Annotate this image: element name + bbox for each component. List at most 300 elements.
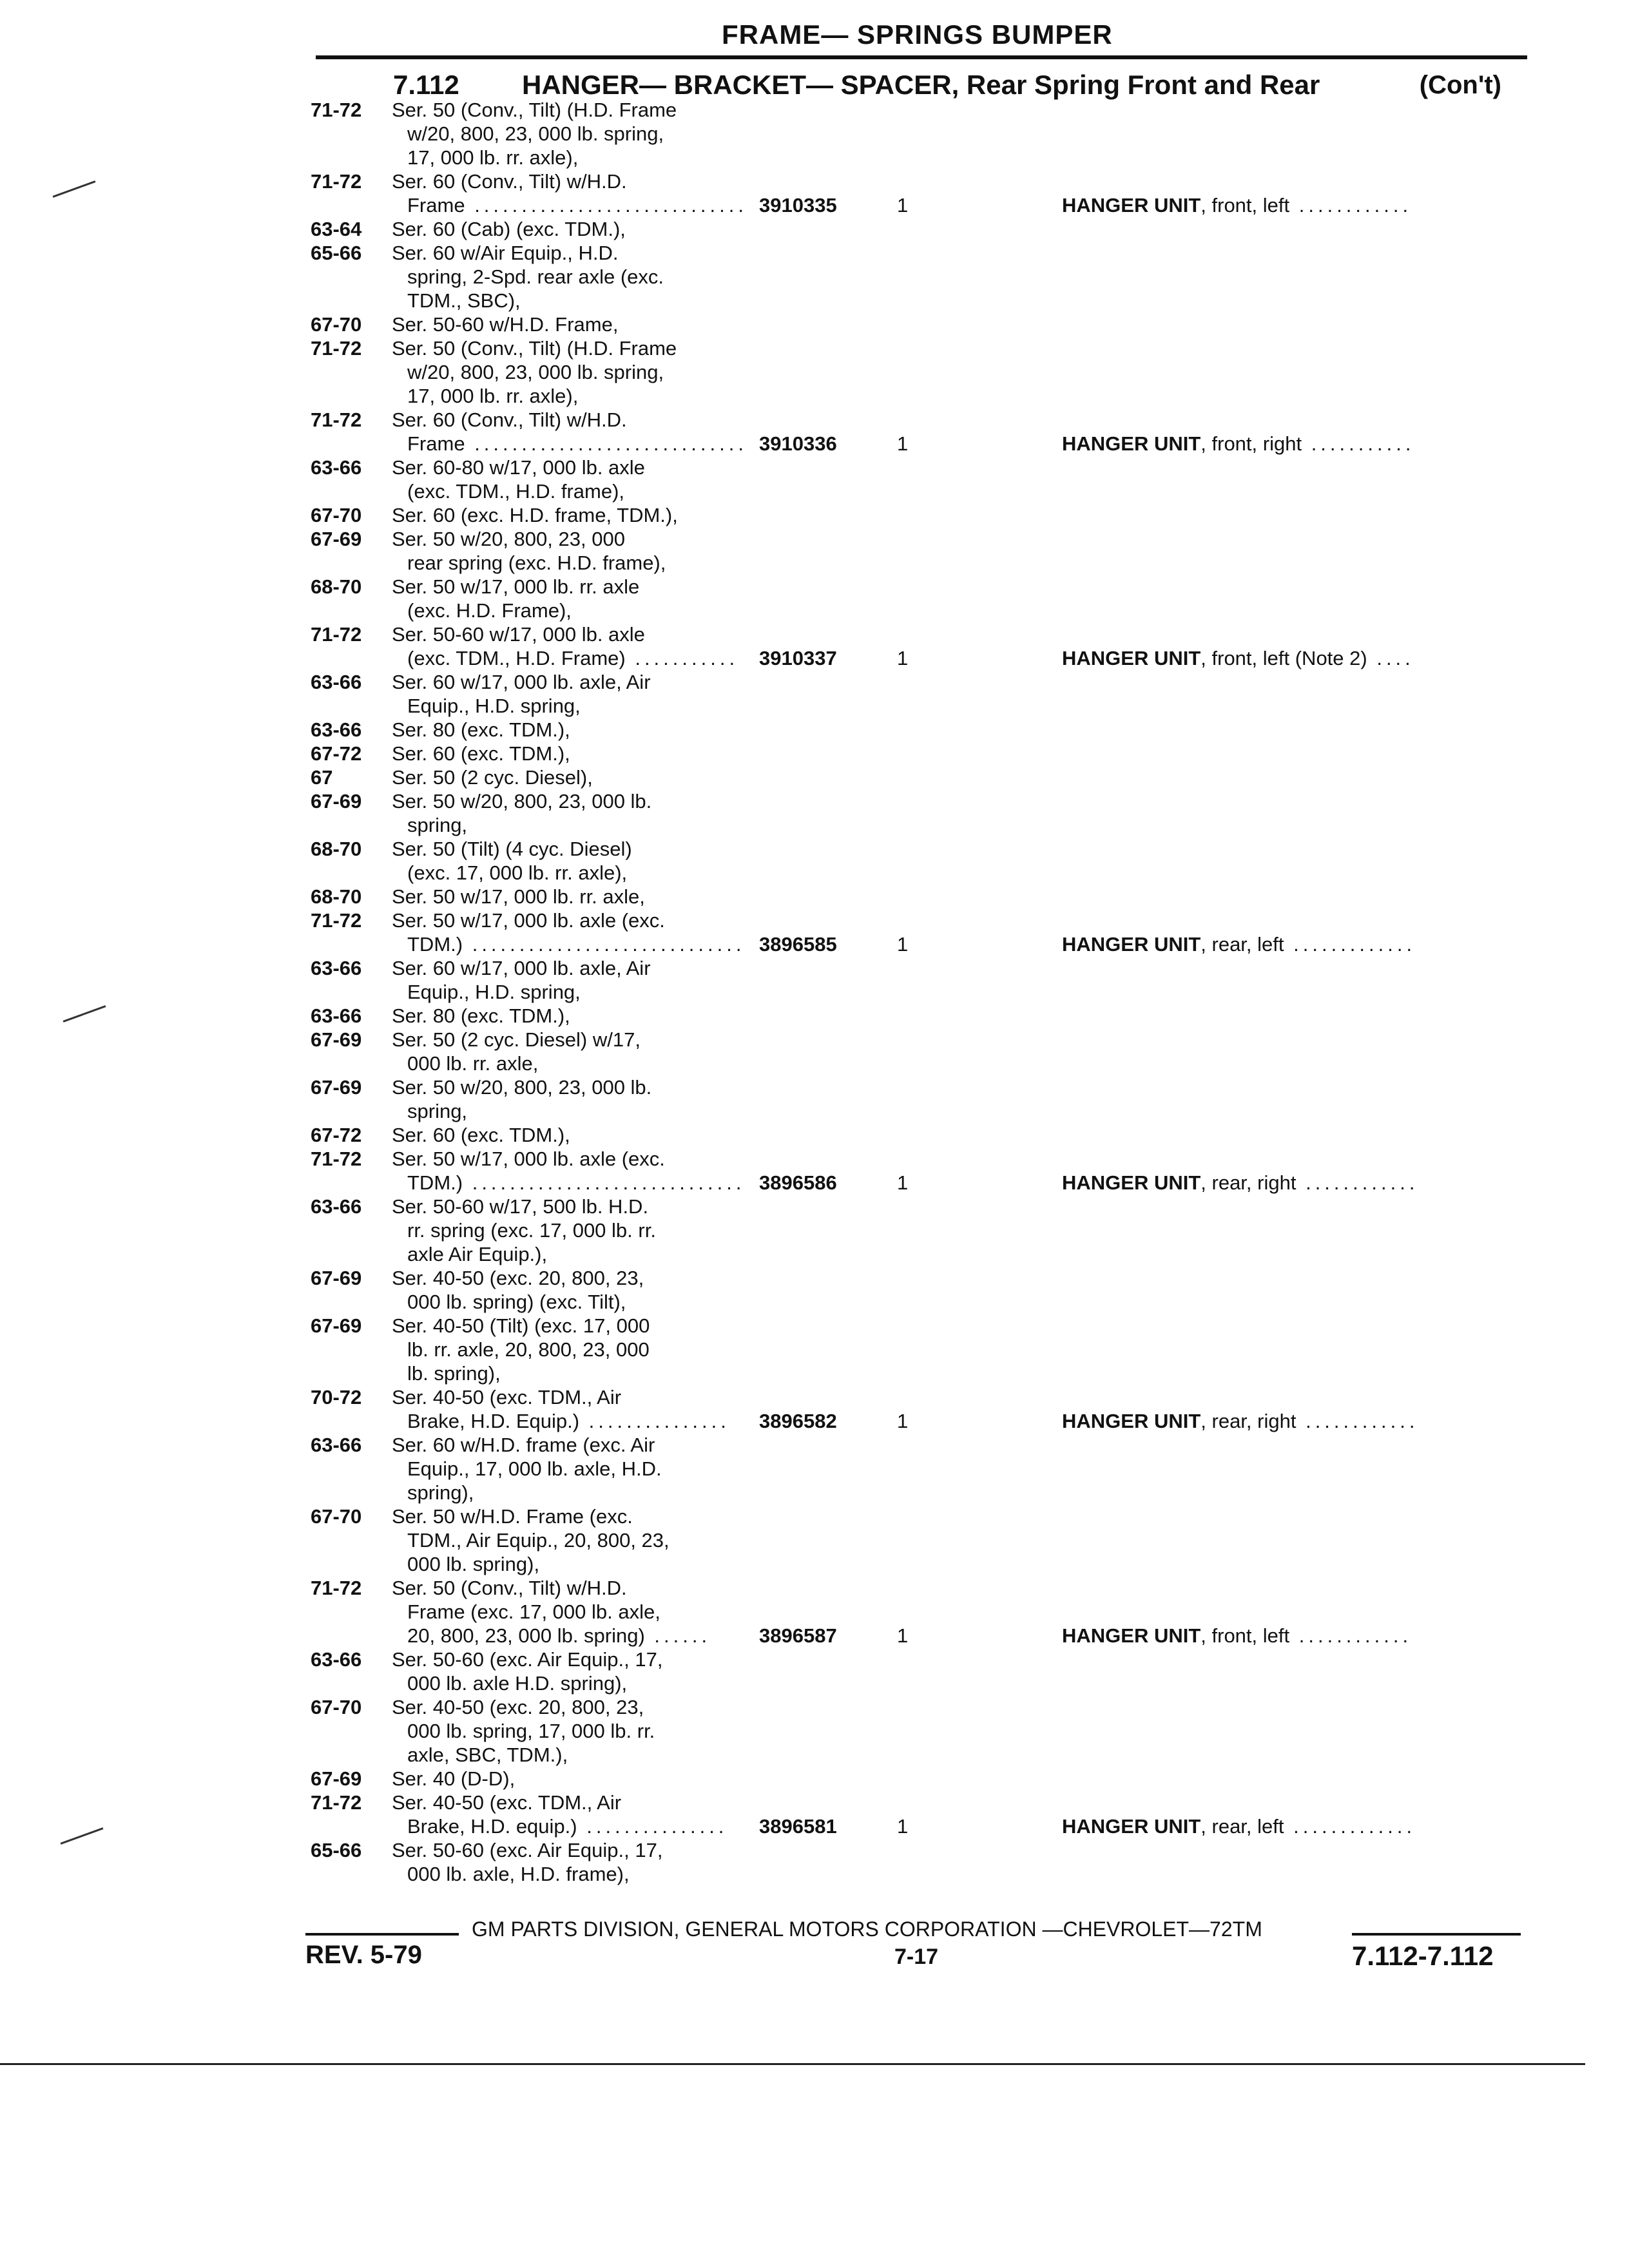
entry-line [0,217,1629,241]
catalog-entry [0,456,1629,670]
application-text [392,718,570,742]
quantity: 1 [897,1410,909,1432]
entry-line [0,1123,1629,1147]
application-text-value: 20, 800, 23, 000 lb. spring) [407,1624,645,1647]
model-years: 68-70 [311,575,362,598]
part-description [1062,193,1412,217]
entry-line [0,1862,1629,1886]
model-years: 67-69 [311,1267,362,1289]
application-text-value: lb. rr. axle, 20, 800, 23, 000 [407,1338,650,1361]
entry-line [0,861,1629,885]
entry-line [0,980,1629,1004]
model-years: 68-70 [311,885,362,908]
application-text [407,646,738,670]
dot-leader: ............. [1284,1815,1416,1838]
model-years: 67 [311,766,333,789]
application-text [392,885,645,908]
application-text [392,1695,644,1719]
application-text-value: Ser. 40-50 (exc. 20, 800, 23, [392,1696,644,1718]
application-text-value: Ser. 50 (Conv., Tilt) (H.D. Frame [392,337,677,360]
entry-line [0,1648,1629,1671]
application-text [407,1600,660,1624]
dot-leader: ............. [1284,933,1416,956]
entry-line [0,1290,1629,1314]
application-text [407,1528,670,1552]
entry-line [0,1195,1629,1218]
application-text-value: Ser. 60 w/17, 000 lb. axle, Air [392,671,651,693]
application-text [407,1242,547,1266]
application-text-value: (exc. TDM., H.D. Frame) [407,647,626,669]
application-text [407,813,467,837]
application-text-value: 000 lb. spring) (exc. Tilt), [407,1291,626,1313]
application-text [407,193,747,217]
dot-leader: ........... [625,647,739,669]
model-years: 67-72 [311,1124,362,1146]
entry-line [0,265,1629,289]
application-text-value: Frame [407,432,465,455]
model-years: 63-66 [311,1004,362,1027]
section-reference: 7.112-7.112 [1352,1941,1494,1971]
application-text-value: Ser. 60 w/17, 000 lb. axle, Air [392,957,651,979]
application-text [407,1171,745,1195]
application-text-value: spring, [407,1100,468,1122]
entry-line [0,1457,1629,1481]
application-text [392,1504,633,1528]
entry-line [0,1242,1629,1266]
model-years: 63-66 [311,718,362,741]
application-text-value: Equip., H.D. spring, [407,981,581,1003]
model-years: 67-69 [311,790,362,812]
quantity: 1 [897,1815,909,1838]
application-text-value: rr. spring (exc. 17, 000 lb. rr. [407,1219,656,1242]
entry-line [0,1314,1629,1338]
parts-list [0,98,1629,1886]
application-text [407,1361,501,1385]
part-number: 3896581 [759,1815,837,1838]
model-years: 71-72 [311,99,362,121]
application-text-value: 17, 000 lb. rr. axle), [407,146,579,169]
quantity: 1 [897,1171,909,1194]
footer-publisher: GM PARTS DIVISION, GENERAL MOTORS CORPORATION —CHEVROLET—72TM [472,1917,1262,1941]
section-heading: HANGER— BRACKET— SPACER, Rear Spring Front and Rear [522,70,1320,100]
part-position: , rear, right [1200,1410,1296,1432]
application-text [392,1075,651,1099]
application-text [392,1576,627,1600]
quantity: 1 [897,933,909,956]
application-text-value: Ser. 80 (exc. TDM.), [392,718,570,741]
entry-line [0,98,1629,122]
dot-leader: .... [1367,647,1414,669]
entry-line [0,789,1629,813]
quantity: 1 [897,647,909,669]
application-text [407,1409,730,1433]
part-description [1062,1171,1418,1195]
model-years: 71-72 [311,337,362,360]
catalog-entry [0,98,1629,217]
application-text [392,1123,570,1147]
application-text [407,360,664,384]
part-number: 3910337 [759,647,837,669]
footer-rule-left [305,1933,459,1936]
revision-label: REV. 5-79 [305,1941,422,1969]
model-years: 65-66 [311,242,362,264]
application-text-value: TDM., SBC), [407,289,521,312]
entry-line [0,1600,1629,1624]
model-years: 67-69 [311,1314,362,1337]
dot-leader: ............... [577,1815,728,1838]
application-text-value: Ser. 50 w/17, 000 lb. rr. axle, [392,885,645,908]
application-text [407,1743,568,1767]
application-text-value: Equip., H.D. spring, [407,695,581,717]
application-text [392,1791,621,1814]
application-text-value: 000 lb. spring, 17, 000 lb. rr. [407,1720,655,1742]
application-text-value: Ser. 50 (Tilt) (4 cyc. Diesel) [392,838,632,860]
application-text [392,837,632,861]
dot-leader: ............... [579,1410,730,1432]
section-title [393,70,1501,101]
part-name: HANGER UNIT [1062,1624,1201,1647]
header-rule [316,55,1527,59]
entry-line [0,1481,1629,1504]
dot-leader: ............................. [463,1171,746,1194]
model-years: 63-66 [311,456,362,479]
entry-line [0,551,1629,575]
entry-line [0,694,1629,718]
application-text [407,384,578,408]
entry-line [0,1552,1629,1576]
part-position: , front, right [1200,432,1302,455]
dot-leader: ............ [1296,1410,1419,1432]
application-text [392,169,627,193]
entry-line [0,765,1629,789]
part-name: HANGER UNIT [1062,194,1201,216]
model-years: 63-64 [311,218,362,240]
entry-line [0,1385,1629,1409]
application-text [392,408,627,432]
application-text [407,146,578,169]
dot-leader: ...... [644,1624,711,1647]
model-years: 71-72 [311,909,362,932]
entry-line [0,1528,1629,1552]
application-text [407,980,581,1004]
catalog-entry [0,1838,1629,1886]
application-text [407,432,747,456]
application-text-value: Equip., 17, 000 lb. axle, H.D. [407,1457,662,1480]
part-position: , rear, left [1200,933,1284,956]
entry-line [0,1266,1629,1290]
application-text-value: axle Air Equip.), [407,1243,548,1265]
application-text [407,479,624,503]
part-position: , front, left (Note 2) [1200,647,1367,669]
application-text [407,1814,728,1838]
application-text [407,1338,650,1361]
entry-line [0,1624,1629,1648]
model-years: 63-66 [311,1434,362,1456]
application-text-value: w/20, 800, 23, 000 lb. spring, [407,361,664,383]
application-text-value: Ser. 50-60 w/17, 000 lb. axle [392,623,645,646]
application-text-value: Ser. 60 w/Air Equip., H.D. [392,242,619,264]
application-text-value: Ser. 50 (Conv., Tilt) (H.D. Frame [392,99,677,121]
footer-rule-right [1352,1933,1521,1936]
application-text-value: w/20, 800, 23, 000 lb. spring, [407,122,664,145]
entry-line [0,1052,1629,1075]
section-number: 7.112 [393,70,459,100]
entry-line [0,1671,1629,1695]
application-text [407,694,581,718]
application-text-value: Ser. 60 (Conv., Tilt) w/H.D. [392,408,627,431]
application-text-value: spring, 2-Spd. rear axle (exc. [407,265,664,288]
part-name: HANGER UNIT [1062,1815,1201,1838]
entry-line [0,956,1629,980]
part-number: 3910336 [759,432,837,455]
entry-line [0,432,1629,456]
application-text [392,336,677,360]
part-description [1062,432,1414,456]
application-text-value: (exc. 17, 000 lb. rr. axle), [407,861,628,884]
model-years: 67-70 [311,504,362,526]
application-text-value: spring), [407,1481,474,1504]
application-text-value: Ser. 50-60 w/17, 500 lb. H.D. [392,1195,649,1218]
application-text [407,932,745,956]
entry-line [0,1075,1629,1099]
application-text-value: lb. spring), [407,1362,501,1385]
entry-line [0,1004,1629,1028]
entry-line [0,241,1629,265]
application-text-value: Ser. 60 (exc. TDM.), [392,742,570,765]
catalog-entry [0,670,1629,956]
catalog-entry [0,1433,1629,1648]
application-text [392,1147,665,1171]
entry-line [0,312,1629,336]
entry-line [0,1338,1629,1361]
application-text-value: 000 lb. rr. axle, [407,1052,539,1075]
application-text-value: Ser. 40-50 (Tilt) (exc. 17, 000 [392,1314,650,1337]
part-name: HANGER UNIT [1062,647,1201,669]
entry-line [0,1504,1629,1528]
quantity: 1 [897,432,909,455]
model-years: 70-72 [311,1386,362,1408]
model-years: 63-66 [311,671,362,693]
dot-leader: ............................. [465,432,747,455]
entry-line [0,718,1629,742]
model-years: 71-72 [311,1791,362,1814]
entry-line [0,336,1629,360]
application-text-value: Ser. 50 (Conv., Tilt) w/H.D. [392,1577,627,1599]
entry-line [0,908,1629,932]
part-description [1062,1624,1412,1648]
application-text-value: 000 lb. spring), [407,1553,540,1575]
entry-line [0,1743,1629,1767]
part-number: 3896585 [759,933,837,956]
model-years: 67-69 [311,1767,362,1790]
model-years: 63-66 [311,1195,362,1218]
application-text-value: Ser. 40-50 (exc. 20, 800, 23, [392,1267,644,1289]
catalog-entry [0,956,1629,1195]
application-text-value: Ser. 50 w/17, 000 lb. axle (exc. [392,909,665,932]
part-position: , rear, left [1200,1815,1284,1838]
application-text-value: rear spring (exc. H.D. frame), [407,552,666,574]
model-years: 67-70 [311,1505,362,1528]
application-text-value: Ser. 60 (exc. H.D. frame, TDM.), [392,504,678,526]
application-text-value: axle, SBC, TDM.), [407,1744,568,1766]
application-text [407,1457,662,1481]
entry-line [0,527,1629,551]
entry-line [0,456,1629,479]
model-years: 67-69 [311,1076,362,1099]
part-number: 3896587 [759,1624,837,1647]
entry-line [0,575,1629,599]
application-text [392,456,645,479]
model-years: 71-72 [311,408,362,431]
entry-line [0,885,1629,908]
model-years: 71-72 [311,1148,362,1170]
entry-line [0,837,1629,861]
entry-line [0,1433,1629,1457]
entry-line [0,1218,1629,1242]
part-name: HANGER UNIT [1062,1171,1201,1194]
part-name: HANGER UNIT [1062,1410,1201,1432]
application-text-value: Ser. 60 (exc. TDM.), [392,1124,570,1146]
application-text [407,1624,711,1648]
application-text [392,1385,621,1409]
model-years: 67-69 [311,1028,362,1051]
application-text [407,265,664,289]
application-text-value: 000 lb. axle H.D. spring), [407,1672,628,1695]
entry-line [0,1028,1629,1052]
dot-leader: ............ [1289,1624,1412,1647]
application-text [392,312,618,336]
part-description [1062,932,1416,956]
part-position: , front, left [1200,194,1290,216]
catalog-entry [0,1648,1629,1838]
application-text [407,599,572,622]
entry-line [0,503,1629,527]
application-text-value: TDM.) [407,933,463,956]
catalog-entry [0,217,1629,456]
application-text [407,1671,627,1695]
entry-line [0,1147,1629,1171]
application-text-value: Ser. 50 w/H.D. Frame (exc. [392,1505,633,1528]
application-text [407,1099,467,1123]
application-text [407,1862,630,1886]
catalog-entry [0,1195,1629,1433]
application-text [392,217,626,241]
model-years: 71-72 [311,1577,362,1599]
part-description [1062,1814,1416,1838]
entry-line [0,813,1629,837]
model-years: 67-70 [311,313,362,336]
part-name: HANGER UNIT [1062,432,1201,455]
application-text [392,503,678,527]
application-text-value: Ser. 50-60 (exc. Air Equip., 17, [392,1839,663,1861]
application-text [407,122,664,146]
continued-label: (Con't) [1419,71,1501,99]
application-text-value: (exc. TDM., H.D. frame), [407,480,625,503]
entry-line [0,1171,1629,1195]
part-number: 3910335 [759,194,837,216]
application-text [392,575,639,599]
application-text-value: Ser. 40-50 (exc. TDM., Air [392,1386,622,1408]
application-text [392,1648,662,1671]
part-description [1062,1409,1418,1433]
application-text [392,98,677,122]
entry-line [0,122,1629,146]
model-years: 67-69 [311,528,362,550]
application-text-value: Ser. 40-50 (exc. TDM., Air [392,1791,622,1814]
entry-line [0,146,1629,169]
entry-line [0,1409,1629,1433]
entry-line [0,646,1629,670]
bottom-rule [0,2063,1585,2065]
application-text-value: Ser. 50 w/17, 000 lb. axle (exc. [392,1148,665,1170]
application-text-value: Ser. 50 (2 cyc. Diesel) w/17, [392,1028,641,1051]
application-text-value: (exc. H.D. Frame), [407,599,572,622]
dot-leader: ............................. [463,933,746,956]
model-years: 67-72 [311,742,362,765]
entry-line [0,1695,1629,1719]
model-years: 63-66 [311,957,362,979]
entry-line [0,479,1629,503]
page-title: FRAME— SPRINGS BUMPER [722,19,1113,50]
entry-line [0,289,1629,312]
application-text [392,1266,644,1290]
part-number: 3896586 [759,1171,837,1194]
entry-line [0,622,1629,646]
quantity: 1 [897,1624,909,1647]
application-text [392,1767,515,1791]
entry-line [0,384,1629,408]
application-text [392,1028,641,1052]
application-text-value: Ser. 50 (2 cyc. Diesel), [392,766,593,789]
application-text [407,1218,656,1242]
entry-line [0,932,1629,956]
application-text [392,956,651,980]
application-text [407,1290,626,1314]
part-position: , front, left [1200,1624,1290,1647]
dot-leader: ............................. [465,194,747,216]
entry-line [0,1099,1629,1123]
application-text [392,765,593,789]
application-text-value: TDM.) [407,1171,463,1194]
application-text [392,789,651,813]
model-years: 68-70 [311,838,362,860]
application-text-value: Ser. 80 (exc. TDM.), [392,1004,570,1027]
model-years: 67-70 [311,1696,362,1718]
application-text [407,861,627,885]
application-text-value: Ser. 50 w/20, 800, 23, 000 lb. [392,790,652,812]
application-text-value: Ser. 60 (Conv., Tilt) w/H.D. [392,170,627,193]
part-description [1062,646,1414,670]
application-text [407,1052,538,1075]
application-text [392,1838,662,1862]
entry-line [0,169,1629,193]
application-text-value: TDM., Air Equip., 20, 800, 23, [407,1529,670,1552]
application-text-value: Ser. 50-60 w/H.D. Frame, [392,313,619,336]
application-text [392,1314,650,1338]
application-text-value: Ser. 60 (Cab) (exc. TDM.), [392,218,626,240]
application-text [407,551,666,575]
entry-line [0,408,1629,432]
application-text [392,1004,570,1028]
page-number: 7-17 [894,1945,939,1969]
entry-line [0,670,1629,694]
application-text-value: Frame [407,194,465,216]
entry-line [0,1719,1629,1743]
model-years: 71-72 [311,170,362,193]
application-text [392,1433,655,1457]
application-text [392,527,625,551]
entry-line [0,360,1629,384]
